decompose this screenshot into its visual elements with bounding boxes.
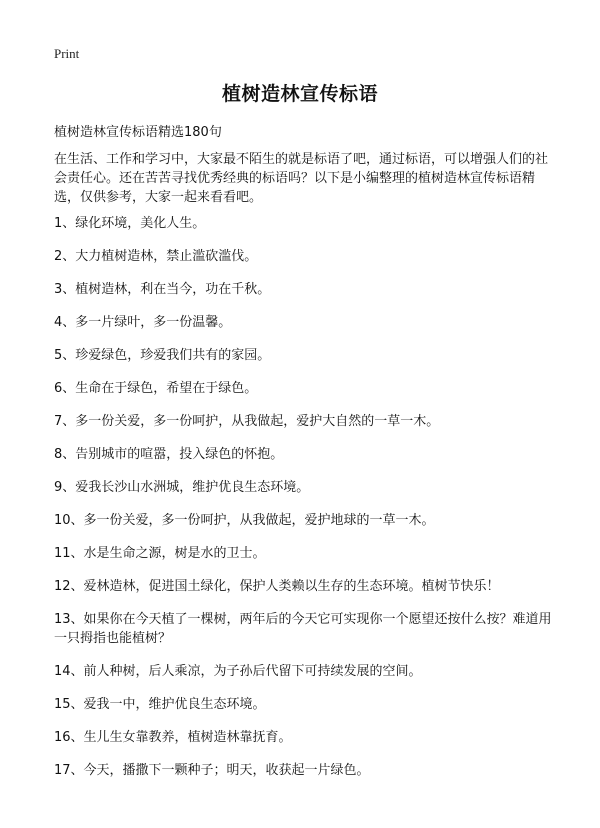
list-item: 4、多一片绿叶，多一份温馨。 <box>54 315 232 330</box>
list-item: 10、多一份关爱，多一份呵护，从我做起，爱护地球的一草一木。 <box>54 513 435 528</box>
list-item: 6、生命在于绿色，希望在于绿色。 <box>54 381 258 396</box>
list-item: 13、如果你在今天植了一棵树，两年后的今天它可实现你一个愿望还按什么按？难道用一只拇指也能植树？ <box>54 612 552 646</box>
page-title: 植树造林宣传标语 <box>221 83 378 105</box>
intro-paragraph: 在生活、工作和学习中，大家最不陌生的就是标语了吧，通过标语，可以增强人们的社会责任心。还在苦苦寻找优秀经典的标语吗？以下是小编整理的植树造林宣传标语精选，仅供参考，大家一起来看看吧。 <box>54 152 549 205</box>
list-item: 2、大力植树造林，禁止滥砍滥伐。 <box>54 249 258 264</box>
article-subtitle: 植树造林宣传标语精选180句 <box>54 125 222 140</box>
list-item: 3、植树造林，利在当今，功在千秋。 <box>54 282 271 297</box>
list-item: 5、珍爱绿色，珍爱我们共有的家园。 <box>54 348 271 363</box>
list-item: 12、爱林造林，促进国土绿化，保护人类赖以生存的生态环境。植树节快乐！ <box>54 579 500 594</box>
list-item: 14、前人种树，后人乘凉，为子孙后代留下可持续发展的空间。 <box>54 664 422 679</box>
slogan-list <box>54 214 554 794</box>
list-item: 7、多一份关爱，多一份呵护，从我做起，爱护大自然的一草一木。 <box>54 414 440 429</box>
list-item: 17、今天，播撒下一颗种子；明天，收获起一片绿色。 <box>54 763 370 778</box>
print-link[interactable]: Print <box>54 46 80 61</box>
list-item: 15、爱我一中，维护优良生态环境。 <box>54 697 266 712</box>
list-item: 16、生儿生女靠教养，植树造林靠抚育。 <box>54 730 292 745</box>
list-item: 1、绿化环境，美化人生。 <box>54 216 206 231</box>
list-item: 11、水是生命之源，树是水的卫士。 <box>54 546 266 561</box>
list-item: 9、爱我长沙山水洲城，维护优良生态环境。 <box>54 480 310 495</box>
list-item: 8、告别城市的喧嚣，投入绿色的怀抱。 <box>54 447 284 462</box>
